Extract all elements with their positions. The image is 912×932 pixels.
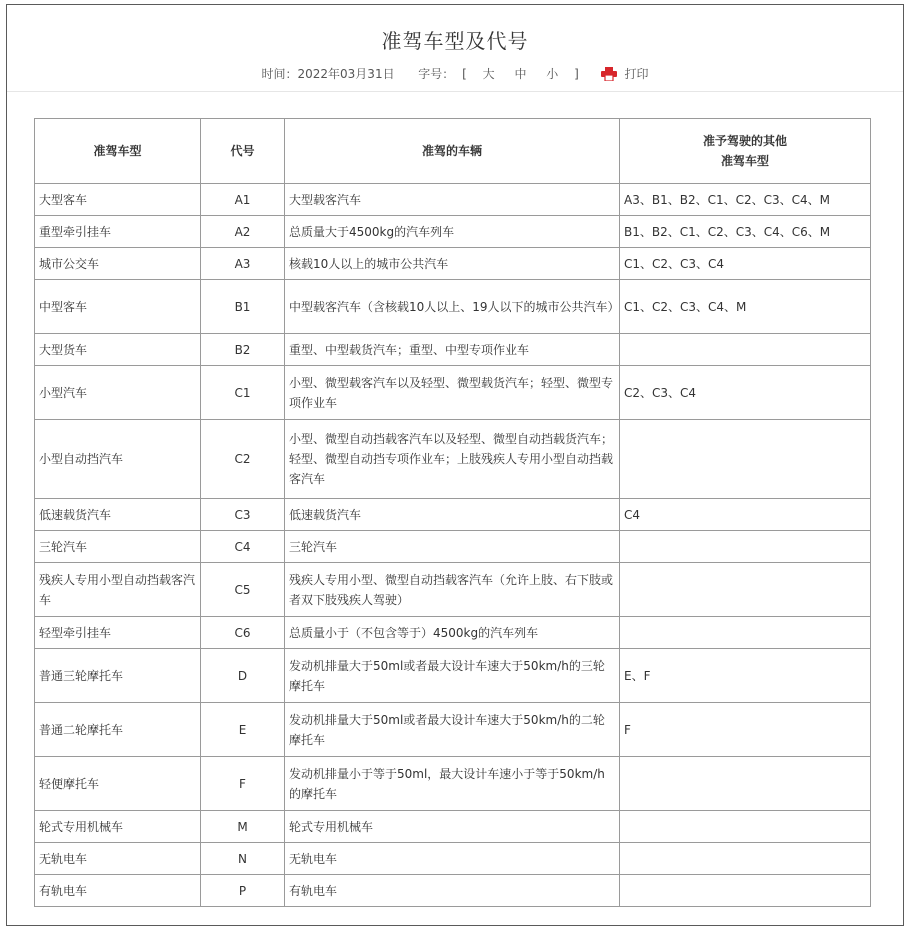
cell-type: 重型牵引挂车 bbox=[35, 216, 201, 248]
table-row bbox=[35, 703, 871, 757]
cell-vehicles: 发动机排量小于等于50ml，最大设计车速小于等于50km/h的摩托车 bbox=[285, 757, 620, 811]
table-row bbox=[35, 280, 871, 334]
cell-type: 低速载货汽车 bbox=[35, 499, 201, 531]
table-row bbox=[35, 366, 871, 420]
cell-code: E bbox=[201, 703, 285, 757]
page-title: 准驾车型及代号 bbox=[381, 29, 529, 53]
cell-vehicles: 三轮汽车 bbox=[285, 531, 620, 563]
cell-type: 轻便摩托车 bbox=[35, 757, 201, 811]
cell-code: N bbox=[201, 843, 285, 875]
cell-vehicles: 总质量小于（不包含等于）4500kg的汽车列车 bbox=[285, 617, 620, 649]
cell-type: 城市公交车 bbox=[35, 248, 201, 280]
cell-code: C4 bbox=[201, 531, 285, 563]
cell-code: P bbox=[201, 875, 285, 907]
table-row bbox=[35, 843, 871, 875]
cell-code: M bbox=[201, 811, 285, 843]
cell-type: 轮式专用机械车 bbox=[35, 811, 201, 843]
cell-vehicles: 残疾人专用小型、微型自动挡载客汽车（允许上肢、右下肢或者双下肢残疾人驾驶） bbox=[285, 563, 620, 617]
table-row bbox=[35, 563, 871, 617]
cell-vehicles: 重型、中型载货汽车；重型、中型专项作业车 bbox=[285, 334, 620, 366]
cell-code: C5 bbox=[201, 563, 285, 617]
header-others bbox=[620, 119, 871, 184]
cell-vehicles: 核载10人以上的城市公共汽车 bbox=[285, 248, 620, 280]
cell-others: B1、B2、C1、C2、C3、C4、C6、M bbox=[620, 216, 871, 248]
article-meta bbox=[7, 65, 903, 82]
cell-vehicles: 小型、微型载客汽车以及轻型、微型载货汽车；轻型、微型专项作业车 bbox=[285, 366, 620, 420]
cell-type: 普通三轮摩托车 bbox=[35, 649, 201, 703]
cell-vehicles: 有轨电车 bbox=[285, 875, 620, 907]
table-row bbox=[35, 420, 871, 499]
cell-others bbox=[620, 843, 871, 875]
cell-others: A3、B1、B2、C1、C2、C3、C4、M bbox=[620, 184, 871, 216]
table-row bbox=[35, 216, 871, 248]
cell-code: A3 bbox=[201, 248, 285, 280]
table-row bbox=[35, 184, 871, 216]
cell-others: C4 bbox=[620, 499, 871, 531]
cell-others: C1、C2、C3、C4 bbox=[620, 248, 871, 280]
cell-others bbox=[620, 875, 871, 907]
cell-others bbox=[620, 757, 871, 811]
bracket-close: ] bbox=[574, 66, 579, 81]
license-class-table bbox=[34, 118, 871, 907]
print-button[interactable]: 打印 bbox=[624, 67, 649, 81]
cell-type: 大型客车 bbox=[35, 184, 201, 216]
table-row bbox=[35, 248, 871, 280]
cell-code: F bbox=[201, 757, 285, 811]
cell-code: C1 bbox=[201, 366, 285, 420]
header-others-line2: 准驾车型 bbox=[720, 154, 769, 168]
cell-code: A1 bbox=[201, 184, 285, 216]
cell-vehicles: 大型载客汽车 bbox=[285, 184, 620, 216]
cell-vehicles: 轮式专用机械车 bbox=[285, 811, 620, 843]
bracket-open: [ bbox=[462, 66, 467, 81]
table-row bbox=[35, 334, 871, 366]
cell-code: C3 bbox=[201, 499, 285, 531]
header-others-line1: 准予驾驶的其他 bbox=[702, 134, 787, 148]
header-divider bbox=[7, 91, 903, 92]
cell-type: 中型客车 bbox=[35, 280, 201, 334]
font-size-medium-button[interactable]: 中 bbox=[514, 67, 527, 81]
publish-date: 时间：2022年03月31日 bbox=[261, 67, 395, 81]
cell-vehicles: 发动机排量大于50ml或者最大设计车速大于50km/h的二轮摩托车 bbox=[285, 703, 620, 757]
cell-others bbox=[620, 563, 871, 617]
cell-type: 残疾人专用小型自动挡载客汽车 bbox=[35, 563, 201, 617]
cell-others bbox=[620, 531, 871, 563]
cell-others: F bbox=[620, 703, 871, 757]
font-size-small-button[interactable]: 小 bbox=[546, 67, 559, 81]
cell-type: 大型货车 bbox=[35, 334, 201, 366]
cell-vehicles: 中型载客汽车（含核载10人以上、19人以下的城市公共汽车） bbox=[285, 280, 620, 334]
table-row bbox=[35, 649, 871, 703]
table-row bbox=[35, 531, 871, 563]
cell-vehicles: 无轨电车 bbox=[285, 843, 620, 875]
cell-type: 三轮汽车 bbox=[35, 531, 201, 563]
table-row bbox=[35, 875, 871, 907]
cell-code: B2 bbox=[201, 334, 285, 366]
printer-icon[interactable] bbox=[601, 67, 617, 81]
cell-others bbox=[620, 420, 871, 499]
cell-type: 小型汽车 bbox=[35, 366, 201, 420]
cell-others bbox=[620, 617, 871, 649]
cell-vehicles: 低速载货汽车 bbox=[285, 499, 620, 531]
cell-others: C1、C2、C3、C4、M bbox=[620, 280, 871, 334]
table-header-row bbox=[35, 119, 871, 184]
table-row bbox=[35, 617, 871, 649]
cell-code: C2 bbox=[201, 420, 285, 499]
table-row bbox=[35, 499, 871, 531]
header-type: 准驾车型 bbox=[35, 119, 201, 184]
cell-type: 有轨电车 bbox=[35, 875, 201, 907]
cell-code: D bbox=[201, 649, 285, 703]
cell-type: 轻型牵引挂车 bbox=[35, 617, 201, 649]
cell-vehicles: 发动机排量大于50ml或者最大设计车速大于50km/h的三轮摩托车 bbox=[285, 649, 620, 703]
cell-others bbox=[620, 811, 871, 843]
font-size-large-button[interactable]: 大 bbox=[482, 67, 495, 81]
font-size-label: 字号： bbox=[418, 67, 455, 81]
header-vehicles: 准驾的车辆 bbox=[285, 119, 620, 184]
cell-type: 小型自动挡汽车 bbox=[35, 420, 201, 499]
cell-vehicles: 小型、微型自动挡载客汽车以及轻型、微型自动挡载货汽车；轻型、微型自动挡专项作业车；上肢残疾人专用小型自动挡载客汽车 bbox=[285, 420, 620, 499]
cell-code: B1 bbox=[201, 280, 285, 334]
cell-type: 普通二轮摩托车 bbox=[35, 703, 201, 757]
table-row bbox=[35, 757, 871, 811]
cell-code: C6 bbox=[201, 617, 285, 649]
cell-vehicles: 总质量大于4500kg的汽车列车 bbox=[285, 216, 620, 248]
header-code: 代号 bbox=[201, 119, 285, 184]
cell-others: C2、C3、C4 bbox=[620, 366, 871, 420]
cell-others bbox=[620, 334, 871, 366]
cell-others: E、F bbox=[620, 649, 871, 703]
cell-code: A2 bbox=[201, 216, 285, 248]
cell-type: 无轨电车 bbox=[35, 843, 201, 875]
table-row bbox=[35, 811, 871, 843]
